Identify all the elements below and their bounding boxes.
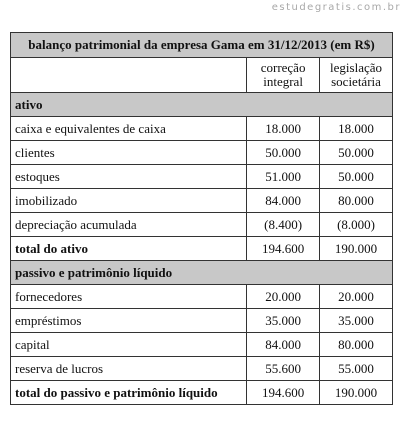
total-correcao-integral: 194.600: [247, 237, 320, 261]
value-correcao-integral: 84.000: [247, 189, 320, 213]
row-label: caixa e equivalentes de caixa: [11, 117, 247, 141]
column-header-line: legislação: [330, 60, 383, 75]
table-row: [11, 141, 393, 165]
row-label: imobilizado: [11, 189, 247, 213]
value-legislacao-societaria: 18.000: [320, 117, 393, 141]
value-legislacao-societaria: 50.000: [320, 141, 393, 165]
row-label: empréstimos: [11, 309, 247, 333]
column-header-line: correção: [260, 60, 306, 75]
total-correcao-integral: 194.600: [247, 381, 320, 405]
total-label: total do ativo: [11, 237, 247, 261]
value-correcao-integral: 55.600: [247, 357, 320, 381]
table-row: [11, 309, 393, 333]
value-legislacao-societaria: 80.000: [320, 189, 393, 213]
value-legislacao-societaria: 80.000: [320, 333, 393, 357]
watermark-text: estudegratis.com.br: [271, 2, 401, 13]
total-legislacao-societaria: 190.000: [320, 381, 393, 405]
title-row: [11, 33, 393, 58]
table-row: [11, 333, 393, 357]
value-correcao-integral: 35.000: [247, 309, 320, 333]
value-correcao-integral: 84.000: [247, 333, 320, 357]
value-legislacao-societaria: 50.000: [320, 165, 393, 189]
section-header-ativo: ativo: [11, 93, 393, 117]
value-correcao-integral: 50.000: [247, 141, 320, 165]
value-legislacao-societaria: 20.000: [320, 285, 393, 309]
column-header-line: societária: [331, 74, 381, 89]
table-row: [11, 285, 393, 309]
table-title: balanço patrimonial da empresa Gama em 31/12/2013 (em R$): [11, 33, 393, 58]
column-header-row: [11, 58, 393, 93]
table-row: [11, 213, 393, 237]
total-label: total do passivo e patrimônio líquido: [11, 381, 247, 405]
value-correcao-integral: 20.000: [247, 285, 320, 309]
section-header-passivo: passivo e patrimônio líquido: [11, 261, 393, 285]
section-header-row: [11, 93, 393, 117]
value-legislacao-societaria: 55.000: [320, 357, 393, 381]
column-header-blank: [11, 58, 247, 93]
column-header-legislacao-societaria: [320, 58, 393, 93]
total-legislacao-societaria: 190.000: [320, 237, 393, 261]
total-row-ativo: [11, 237, 393, 261]
value-correcao-integral: 18.000: [247, 117, 320, 141]
table-row: [11, 165, 393, 189]
table-row: [11, 189, 393, 213]
column-header-correcao-integral: [247, 58, 320, 93]
row-label: clientes: [11, 141, 247, 165]
row-label: capital: [11, 333, 247, 357]
row-label: estoques: [11, 165, 247, 189]
balance-sheet-table: [10, 32, 393, 405]
value-legislacao-societaria: (8.000): [320, 213, 393, 237]
row-label: depreciação acumulada: [11, 213, 247, 237]
value-correcao-integral: (8.400): [247, 213, 320, 237]
column-header-line: integral: [263, 74, 303, 89]
table-row: [11, 357, 393, 381]
total-row-passivo: [11, 381, 393, 405]
row-label: fornecedores: [11, 285, 247, 309]
section-header-row: [11, 261, 393, 285]
value-correcao-integral: 51.000: [247, 165, 320, 189]
table-row: [11, 117, 393, 141]
value-legislacao-societaria: 35.000: [320, 309, 393, 333]
row-label: reserva de lucros: [11, 357, 247, 381]
